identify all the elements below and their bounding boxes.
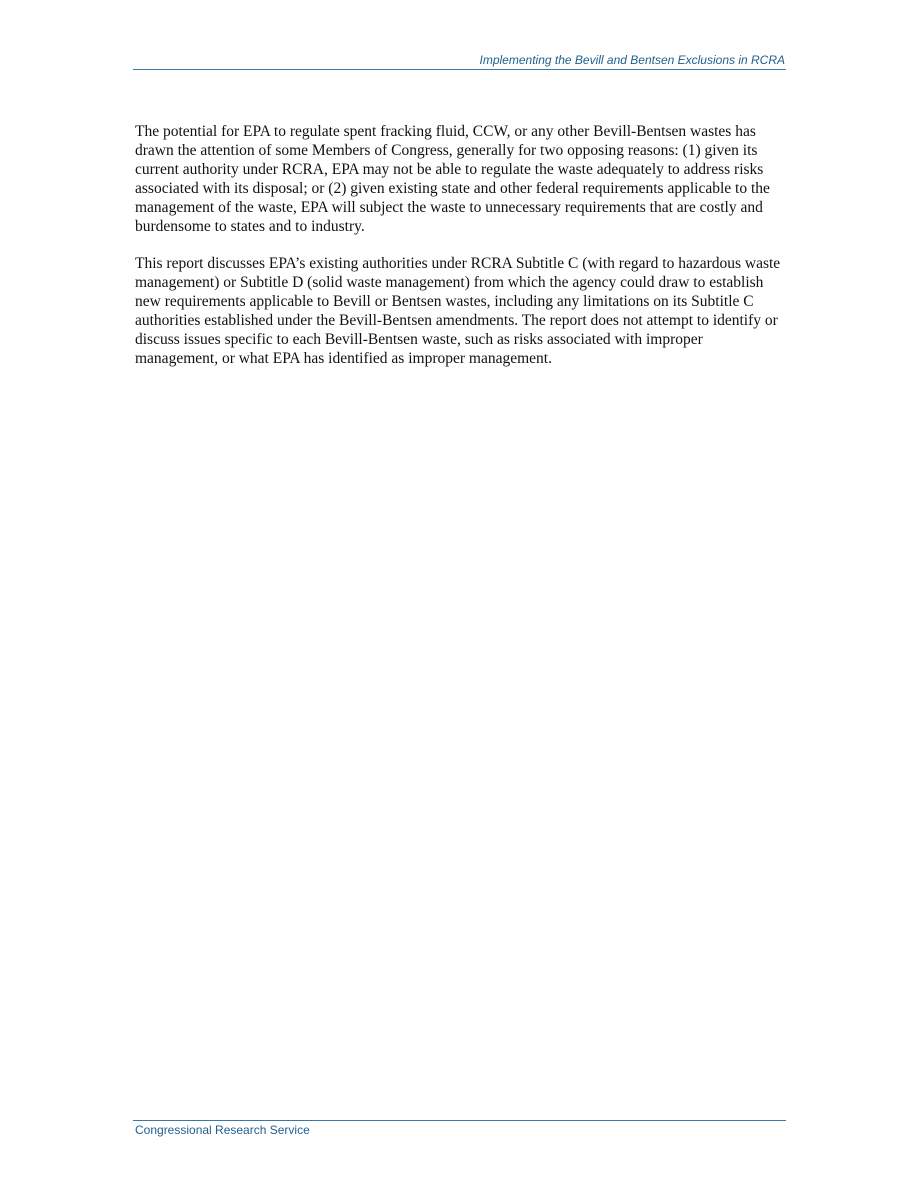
footer-organization: Congressional Research Service bbox=[135, 1123, 310, 1137]
document-body bbox=[135, 122, 786, 386]
running-header bbox=[133, 53, 786, 70]
running-footer bbox=[133, 1120, 786, 1138]
running-header-title: Implementing the Bevill and Bentsen Exclusions in RCRA bbox=[479, 53, 785, 67]
body-paragraph-2: This report discusses EPA’s existing authorities under RCRA Subtitle C (with regard to hazardous waste management) or Subtitle D (solid waste management) from which the agency could draw to establish new requirements applicable to Bevill or Bentsen wastes, including any limitations on its Subtitle C authorities established under the Bevill-Bentsen amendments. The report does not attempt to identify or discuss issues specific to each Bevill-Bentsen waste, such as risks associated with improper management, or what EPA has identified as improper management. bbox=[135, 255, 781, 367]
body-paragraph-1: The potential for EPA to regulate spent fracking fluid, CCW, or any other Bevill-Bentsen wastes has drawn the attention of some Members of Congress, generally for two opposing reasons: (1) given its current authority under RCRA, EPA may not be able to regulate the waste adequately to address risks associated with its disposal; or (2) given existing state and other federal requirements applicable to the management of the waste, EPA will subject the waste to unnecessary requirements that are costly and burdensome to states and to industry. bbox=[135, 123, 770, 235]
